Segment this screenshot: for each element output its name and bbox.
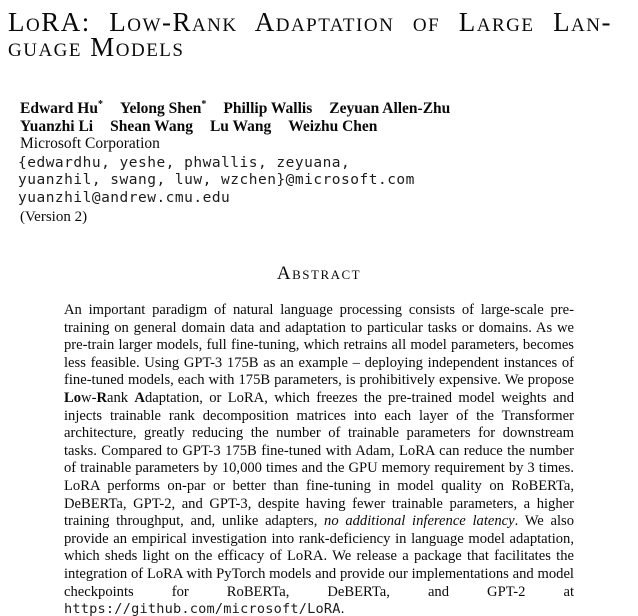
abstract-text-segment: daptation, or LoRA, which freezes the pre-trained model weights and injects trainable rank decomposition matrices into each layer of the Transformer architecture, greatly reducing the number of trainable parameters for downstream tasks. Compared to GPT-3 175B fine-tuned with Adam, LoRA can reduce the number of trainable parameters by 10,000 times and the GPU memory requirement by 3 times. LoRA performs on-par or better than fine-tuning in model quality on RoBERTa, DeBERTa, GPT-2, and GPT-3, despite having fewer trainable parameters, a higher training throughput, and, unlike adapters, — [64, 389, 574, 530]
github-url[interactable]: https://github.com/microsoft/LoRA — [64, 601, 341, 616]
affiliation: Microsoft Corporation — [20, 135, 160, 152]
author-asterisk: * — [97, 98, 103, 110]
author-name — [120, 100, 206, 118]
email-line: {edwardhu, yeshe, phwallis, zeyuana, — [18, 154, 351, 171]
abstract-text-segment: A — [134, 389, 145, 406]
paper-title-line-1: LoRA: Low-Rank Adaptation of Large Lan- — [8, 7, 612, 37]
abstract-text-segment: Lo — [64, 389, 82, 406]
author-block — [20, 100, 638, 135]
author-row-2 — [20, 118, 638, 136]
abstract-heading: Abstract — [276, 263, 362, 284]
author-name-text: Shean Wang — [110, 117, 193, 135]
email-block — [18, 155, 638, 208]
author-name — [110, 118, 193, 136]
author-name — [20, 100, 103, 118]
paper-title-line-2: guage Models — [8, 32, 185, 62]
abstract-text-segment: no additional inference latency — [324, 513, 515, 530]
version-note: (Version 2) — [20, 209, 88, 225]
abstract-text-segment: w- — [81, 389, 97, 406]
email-line: yuanzhil, swang, luw, wzchen}@microsoft.com — [18, 172, 415, 188]
author-name-text: Edward Hu — [20, 100, 98, 117]
email-line: yuanzhil@andrew.cmu.edu — [18, 189, 231, 206]
abstract-text — [64, 302, 574, 616]
author-name — [288, 118, 377, 136]
abstract-text-segment: An important paradigm of natural language processing consists of large-scale pre-training on general domain data and adaptation to particular tasks or domains. As we pre-train larger models, full fine-tuning, which retrains all model parameters, becomes less feasible. Using GPT-3 175B as an example – deploying independent instances of fine-tuned models, each with 175B parameters, is prohibitively expensive. We propose — [64, 302, 574, 389]
author-name-text: Yelong Shen — [119, 100, 202, 117]
abstract-text-segment: . — [340, 601, 345, 616]
author-name-text: Zeyuan Allen-Zhu — [329, 100, 451, 117]
author-row-1 — [20, 100, 638, 118]
paper-title — [8, 7, 612, 62]
author-asterisk: * — [201, 98, 207, 110]
author-name-text: Yuanzhi Li — [20, 117, 94, 135]
abstract-text-segment: . We also provide an empirical investigation into rank-deficiency in language model adaptation, which sheds light on the efficacy of LoRA. We release a package that facilitates the integration of LoRA with PyTorch models and provide our implementations and model checkpoints for RoBERTa, DeBERTa, and GPT-2 at — [64, 513, 574, 600]
author-name-text: Lu Wang — [209, 117, 272, 135]
author-name — [329, 100, 450, 118]
author-name — [210, 118, 271, 136]
author-name — [223, 100, 312, 118]
author-name — [20, 118, 93, 136]
author-name-text: Weizhu Chen — [288, 117, 378, 135]
abstract-text-segment: ank — [106, 389, 135, 406]
abstract-text-segment: R — [96, 389, 107, 406]
author-name-text: Phillip Wallis — [223, 100, 313, 117]
